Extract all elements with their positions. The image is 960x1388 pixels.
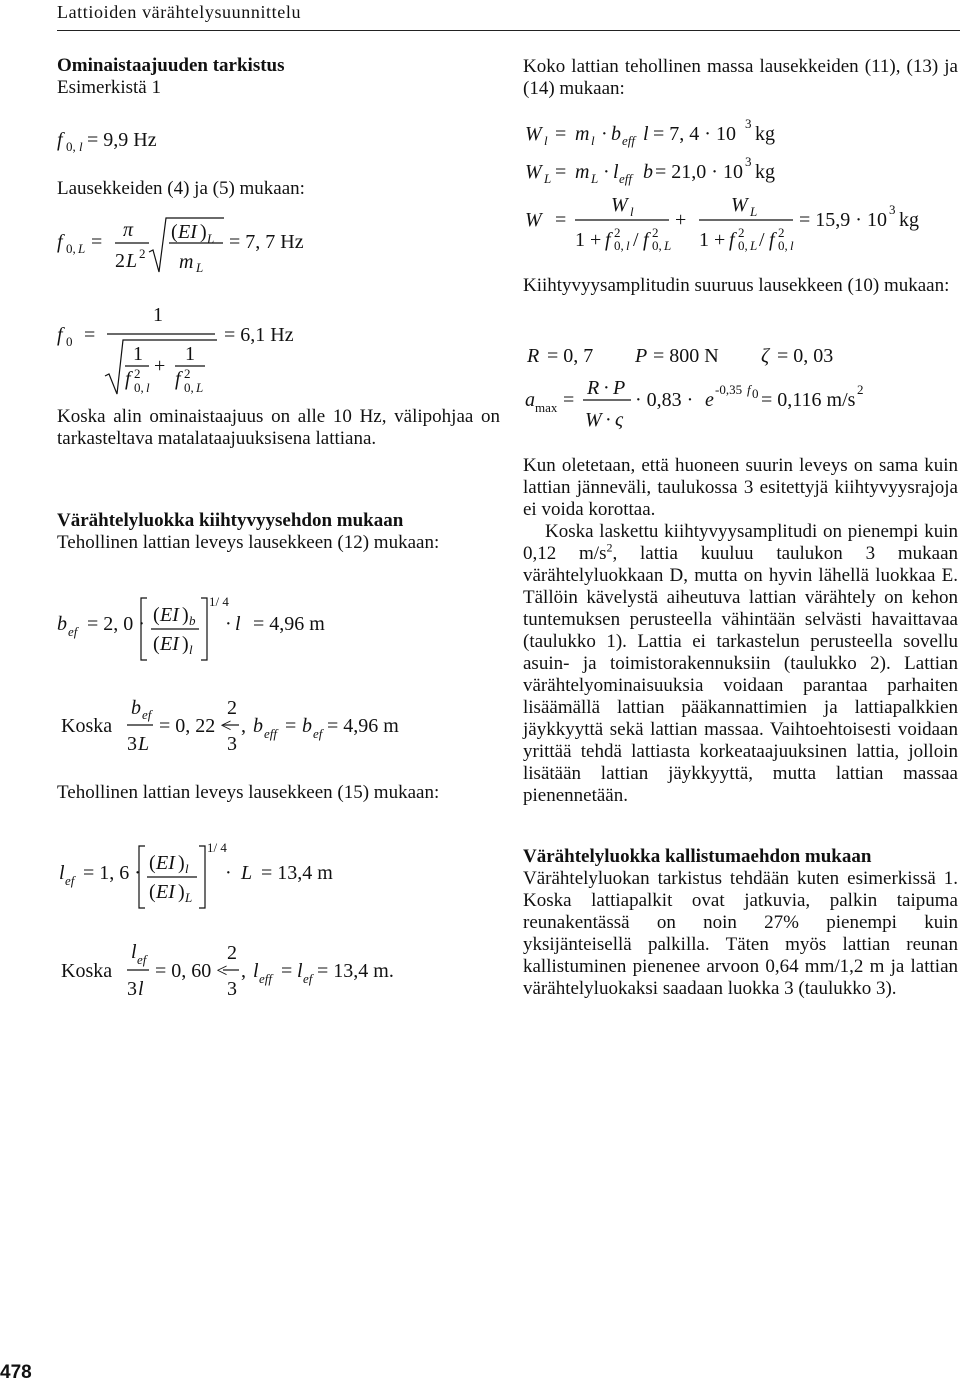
svg-text:L: L <box>241 862 253 884</box>
svg-text:EI: EI <box>160 633 179 655</box>
paragraph-koko-lattian: Koko lattian tehollinen massa lausekkeiden (11), (13) ja (14) mukaan: <box>523 56 958 99</box>
svg-text:2: 2 <box>184 366 191 381</box>
svg-text:=: = <box>555 123 567 145</box>
svg-text:·: · <box>225 613 232 635</box>
svg-text:0: 0 <box>752 386 759 401</box>
svg-text:= 13,4 m: = 13,4 m <box>261 862 333 884</box>
svg-text:ζ: ζ <box>761 345 770 367</box>
eq-Wl <box>523 118 823 150</box>
svg-text:): ) <box>178 881 185 903</box>
svg-text:1: 1 <box>185 343 195 365</box>
svg-text:3: 3 <box>745 154 752 169</box>
svg-text:= 0,116 m/s: = 0,116 m/s <box>761 389 856 411</box>
svg-text:m: m <box>179 251 194 273</box>
eq-f0 <box>57 300 317 400</box>
svg-text:eff: eff <box>622 133 635 148</box>
svg-text:= 9,9 Hz: = 9,9 Hz <box>87 129 157 151</box>
svg-text:l: l <box>253 960 259 982</box>
svg-text:2: 2 <box>227 942 237 964</box>
svg-text:3: 3 <box>127 978 137 1000</box>
svg-text:L: L <box>750 238 758 253</box>
svg-text:=: = <box>84 324 96 346</box>
svg-text:0,: 0, <box>66 241 76 256</box>
svg-text:·: · <box>605 409 612 431</box>
svg-text:0,: 0, <box>134 380 144 395</box>
svg-text:= 4,96 m: = 4,96 m <box>253 613 325 635</box>
svg-text:ef: ef <box>313 726 323 741</box>
svg-text:L: L <box>185 890 193 905</box>
svg-text:=: = <box>91 231 103 253</box>
svg-text:l: l <box>79 139 83 154</box>
svg-text:W: W <box>585 409 602 431</box>
svg-text:L: L <box>750 204 758 219</box>
svg-text:L: L <box>196 380 204 395</box>
svg-text:0,: 0, <box>652 238 662 253</box>
header-rule <box>57 30 960 31</box>
svg-text:= 1, 6 ·: = 1, 6 · <box>83 862 141 884</box>
svg-text:W: W <box>525 123 542 145</box>
svg-text:b: b <box>302 715 312 737</box>
svg-text:= 13,4 m.: = 13,4 m. <box>317 960 394 982</box>
svg-text:L: L <box>78 241 86 256</box>
svg-text:= 4,96 m: = 4,96 m <box>327 715 399 737</box>
svg-text:kg: kg <box>755 123 775 145</box>
paragraph-tehollinen-12: Tehollinen lattian leveys lausekkeen (12) mukaan: <box>57 532 440 553</box>
svg-text:f: f <box>769 229 775 251</box>
svg-text:= 800 N: = 800 N <box>653 345 719 367</box>
svg-text:l: l <box>626 238 630 253</box>
section-heading-tilt: Värähtelyluokka kallistumaehdon mukaan <box>523 846 872 867</box>
page-number: 478 <box>0 1362 32 1383</box>
svg-text:f: f <box>57 129 63 151</box>
svg-text:W: W <box>525 161 542 183</box>
svg-text:ef: ef <box>142 707 152 722</box>
svg-text:ef: ef <box>137 952 147 967</box>
svg-text:-0,35: -0,35 <box>715 382 743 397</box>
svg-text:π: π <box>123 219 134 241</box>
svg-text:/: / <box>759 229 765 251</box>
svg-text:2: 2 <box>227 697 237 719</box>
svg-text:0,: 0, <box>614 238 624 253</box>
svg-text:eff: eff <box>619 171 632 186</box>
svg-text:= 7, 7 Hz: = 7, 7 Hz <box>229 231 304 253</box>
svg-text:/: / <box>633 229 639 251</box>
svg-text:L: L <box>207 231 215 246</box>
svg-text:(: ( <box>153 604 160 626</box>
section-heading-acceleration: Värähtelyluokka kiihtyvyysehdon mukaan <box>57 510 404 531</box>
body-text-right: Kun oletetaan, että huoneen suurin leveys on sama kuin lattian jänneväli, taulukossa 3 esitettyjä kiihtyvyysrajoja ei voida korottaa. Koska laskettu kiihtyvyysamplitudi on pienempi kuin 0,12 $m/s^2$, lattia kuuluu taulukon 3 mukaan värähtelyluokkaan D, mutta on hyvin lähellä luokkaa E. Tällöin kävelystä aiheutuva lattian värähtely on kehon tuntemuksen perusteella vähintään selvästi havaittavaa (taulukko 1). Lattia ei tarkastelun perusteella sovellu asuin- ja toimistorakennuksiin (taulukko 2). Lattian värähtelyominaisuuksia voidaan parantaa parhaiten lisäämällä lattian pääkannattimien ja lattiapalkkien jäykkyyttä sekä lattian massaa. Vaihtoehtoisesti voidaan yrittää tehdä lattiasta korkeataajuuksinen lattia, jolloin lisätään lattian jäykkyyttä, mutta lattian massaa pienennetään. <box>523 455 958 806</box>
svg-text:f: f <box>747 382 751 397</box>
svg-text:+: + <box>154 355 166 377</box>
svg-text:= 0, 60 <: = 0, 60 < <box>155 960 228 982</box>
svg-text:(: ( <box>149 881 156 903</box>
svg-text:L: L <box>126 250 138 272</box>
svg-text:2: 2 <box>778 225 785 240</box>
svg-text:b: b <box>611 123 621 145</box>
svg-text:2: 2 <box>614 225 621 240</box>
svg-text:1 +: 1 + <box>699 229 726 251</box>
eq-WL <box>523 156 823 188</box>
svg-text:eff: eff <box>264 726 277 741</box>
svg-text:·: · <box>601 123 608 145</box>
svg-text:f: f <box>57 324 63 346</box>
svg-text:W: W <box>611 194 628 216</box>
svg-text:ef: ef <box>68 624 78 639</box>
svg-text:L: L <box>591 171 599 186</box>
svg-text:): ) <box>178 852 185 874</box>
svg-text:·: · <box>603 377 610 399</box>
svg-text:f: f <box>729 229 735 251</box>
eq-koska1 <box>57 692 437 762</box>
eq-amax <box>523 372 943 442</box>
svg-text:=: = <box>555 161 567 183</box>
svg-text:kg: kg <box>755 161 775 183</box>
svg-text:= 6,1 Hz: = 6,1 Hz <box>224 324 294 346</box>
svg-text:b: b <box>57 613 67 635</box>
svg-text:f: f <box>125 368 131 390</box>
svg-text:3: 3 <box>227 978 237 1000</box>
svg-text:0,: 0, <box>184 380 194 395</box>
svg-text:P: P <box>635 345 648 367</box>
svg-text:0,: 0, <box>66 139 76 154</box>
svg-text:2: 2 <box>652 225 659 240</box>
svg-text:+: + <box>675 209 687 231</box>
paragraph-lausekkeet-4-5: Lausekkeiden (4) ja (5) mukaan: <box>57 178 305 199</box>
svg-text:1 +: 1 + <box>575 229 602 251</box>
svg-text:e: e <box>705 389 714 411</box>
svg-text:l: l <box>591 133 595 148</box>
svg-text:l: l <box>643 123 649 145</box>
svg-text:f: f <box>643 229 649 251</box>
svg-text:ef: ef <box>65 873 75 888</box>
eq-koska2 <box>57 940 457 1010</box>
svg-text:3: 3 <box>127 733 137 755</box>
svg-text:l: l <box>189 642 193 657</box>
svg-text:L: L <box>196 260 204 275</box>
svg-text:2: 2 <box>115 250 125 272</box>
svg-text:m: m <box>575 161 590 183</box>
section-subheading: Esimerkistä 1 <box>57 77 161 98</box>
eq-params <box>523 340 943 372</box>
svg-text:W: W <box>731 194 748 216</box>
section-heading-frequency: Ominaistaajuuden tarkistus <box>57 55 285 76</box>
svg-text:b: b <box>189 613 196 628</box>
svg-text:=: = <box>285 715 297 737</box>
svg-text:): ) <box>200 221 207 243</box>
svg-text:= 21,0 · 10: = 21,0 · 10 <box>655 161 743 183</box>
svg-text:ef: ef <box>303 971 313 986</box>
svg-text:0,: 0, <box>778 238 788 253</box>
svg-text:3: 3 <box>227 733 237 755</box>
svg-text:l: l <box>790 238 794 253</box>
svg-text:l: l <box>146 380 150 395</box>
svg-text:R: R <box>587 377 600 399</box>
svg-text:,: , <box>241 715 246 737</box>
svg-text:b: b <box>253 715 263 737</box>
svg-text:eff: eff <box>259 971 272 986</box>
svg-text:EI: EI <box>156 852 175 874</box>
svg-text:m: m <box>575 123 590 145</box>
svg-text:2: 2 <box>139 246 146 261</box>
svg-text:1/ 4: 1/ 4 <box>209 594 229 609</box>
svg-text:): ) <box>182 633 189 655</box>
svg-text:(: ( <box>149 852 156 874</box>
eq-f0L <box>57 212 317 282</box>
svg-text:a: a <box>525 389 535 411</box>
svg-text:3: 3 <box>745 116 752 131</box>
svg-text:(: ( <box>171 221 178 243</box>
svg-text:l: l <box>613 161 619 183</box>
svg-text:= 7, 4 · 10: = 7, 4 · 10 <box>653 123 736 145</box>
svg-text:b: b <box>643 161 653 183</box>
svg-text:L: L <box>664 238 672 253</box>
svg-text:= 15,9 · 10: = 15,9 · 10 <box>799 209 887 231</box>
svg-text:= 2, 0 ·: = 2, 0 · <box>87 613 145 635</box>
svg-text:1: 1 <box>133 343 143 365</box>
svg-text:EI: EI <box>156 881 175 903</box>
svg-text:EI: EI <box>178 221 197 243</box>
svg-text:=: = <box>563 389 575 411</box>
svg-text:1: 1 <box>153 304 163 326</box>
svg-text:·: · <box>225 862 232 884</box>
svg-text:3: 3 <box>889 202 896 217</box>
svg-text:= 0, 7: = 0, 7 <box>547 345 594 367</box>
svg-text:ς: ς <box>615 409 624 431</box>
svg-text:l: l <box>59 862 65 884</box>
svg-text:W: W <box>525 209 542 231</box>
svg-text:· 0,83 ·: · 0,83 · <box>635 389 694 411</box>
svg-text:f: f <box>605 229 611 251</box>
paragraph-koska-alin: Koska alin ominaistaajuus on alle 10 Hz, välipohjaa on tarkasteltava matalataajuuksisena lattiana. <box>57 406 500 449</box>
svg-text:EI: EI <box>160 604 179 626</box>
svg-text:·: · <box>603 161 610 183</box>
svg-text:P: P <box>613 377 626 399</box>
svg-text:(: ( <box>153 633 160 655</box>
svg-text:2: 2 <box>738 225 745 240</box>
svg-text:max: max <box>535 400 558 415</box>
svg-text:l: l <box>235 613 241 635</box>
svg-text:l: l <box>630 204 634 219</box>
svg-text:,: , <box>241 960 246 982</box>
running-header: Lattioiden värähtelysuunnittelu <box>57 2 302 22</box>
svg-text:R: R <box>527 345 540 367</box>
svg-text:Koska: Koska <box>61 715 113 737</box>
svg-text:=: = <box>281 960 293 982</box>
eq-W <box>523 192 943 262</box>
svg-text:1/ 4: 1/ 4 <box>207 840 227 855</box>
svg-text:l: l <box>185 861 189 876</box>
eq-f0l <box>57 126 257 156</box>
svg-text:= 0, 22 <: = 0, 22 < <box>159 715 232 737</box>
svg-text:Koska: Koska <box>61 960 113 982</box>
svg-text:L: L <box>138 733 150 755</box>
svg-text:f: f <box>175 368 181 390</box>
svg-text:b: b <box>131 697 141 719</box>
svg-text:0,: 0, <box>738 238 748 253</box>
svg-text:2: 2 <box>134 366 141 381</box>
svg-text:kg: kg <box>899 209 919 231</box>
svg-text:l: l <box>297 960 303 982</box>
svg-text:0: 0 <box>66 334 73 349</box>
svg-text:2: 2 <box>857 382 864 397</box>
eq-bef <box>57 588 377 668</box>
svg-text:=: = <box>555 209 567 231</box>
svg-text:L: L <box>544 171 552 186</box>
svg-text:= 0, 03: = 0, 03 <box>777 345 834 367</box>
svg-text:): ) <box>182 604 189 626</box>
paragraph-tehollinen-15: Tehollinen lattian leveys lausekkeen (15) mukaan: <box>57 782 440 803</box>
svg-text:f: f <box>57 231 63 253</box>
paragraph-kallistuma: Värähtelyluokan tarkistus tehdään kuten esimerkissä 1. Koska lattiapalkit ovat jatkuvia, palkin taipuma reunakentässä on noin 27% pienempi kuin yksijänteisellä palkilla. Täten myös lattian reunan kallistuminen pienenee arvoon 0,64 mm/1,2 m ja lattian värähtelyluokaksi saadaan luokka 3 (taulukko 3). <box>523 868 958 999</box>
svg-text:l: l <box>131 941 137 963</box>
paragraph-kiihtyvyys-intro: Kiihtyvyysamplitudin suuruus lausekkeen (10) mukaan: <box>523 275 950 296</box>
svg-text:l: l <box>544 133 548 148</box>
svg-text:l: l <box>138 978 144 1000</box>
eq-lef <box>57 836 377 916</box>
